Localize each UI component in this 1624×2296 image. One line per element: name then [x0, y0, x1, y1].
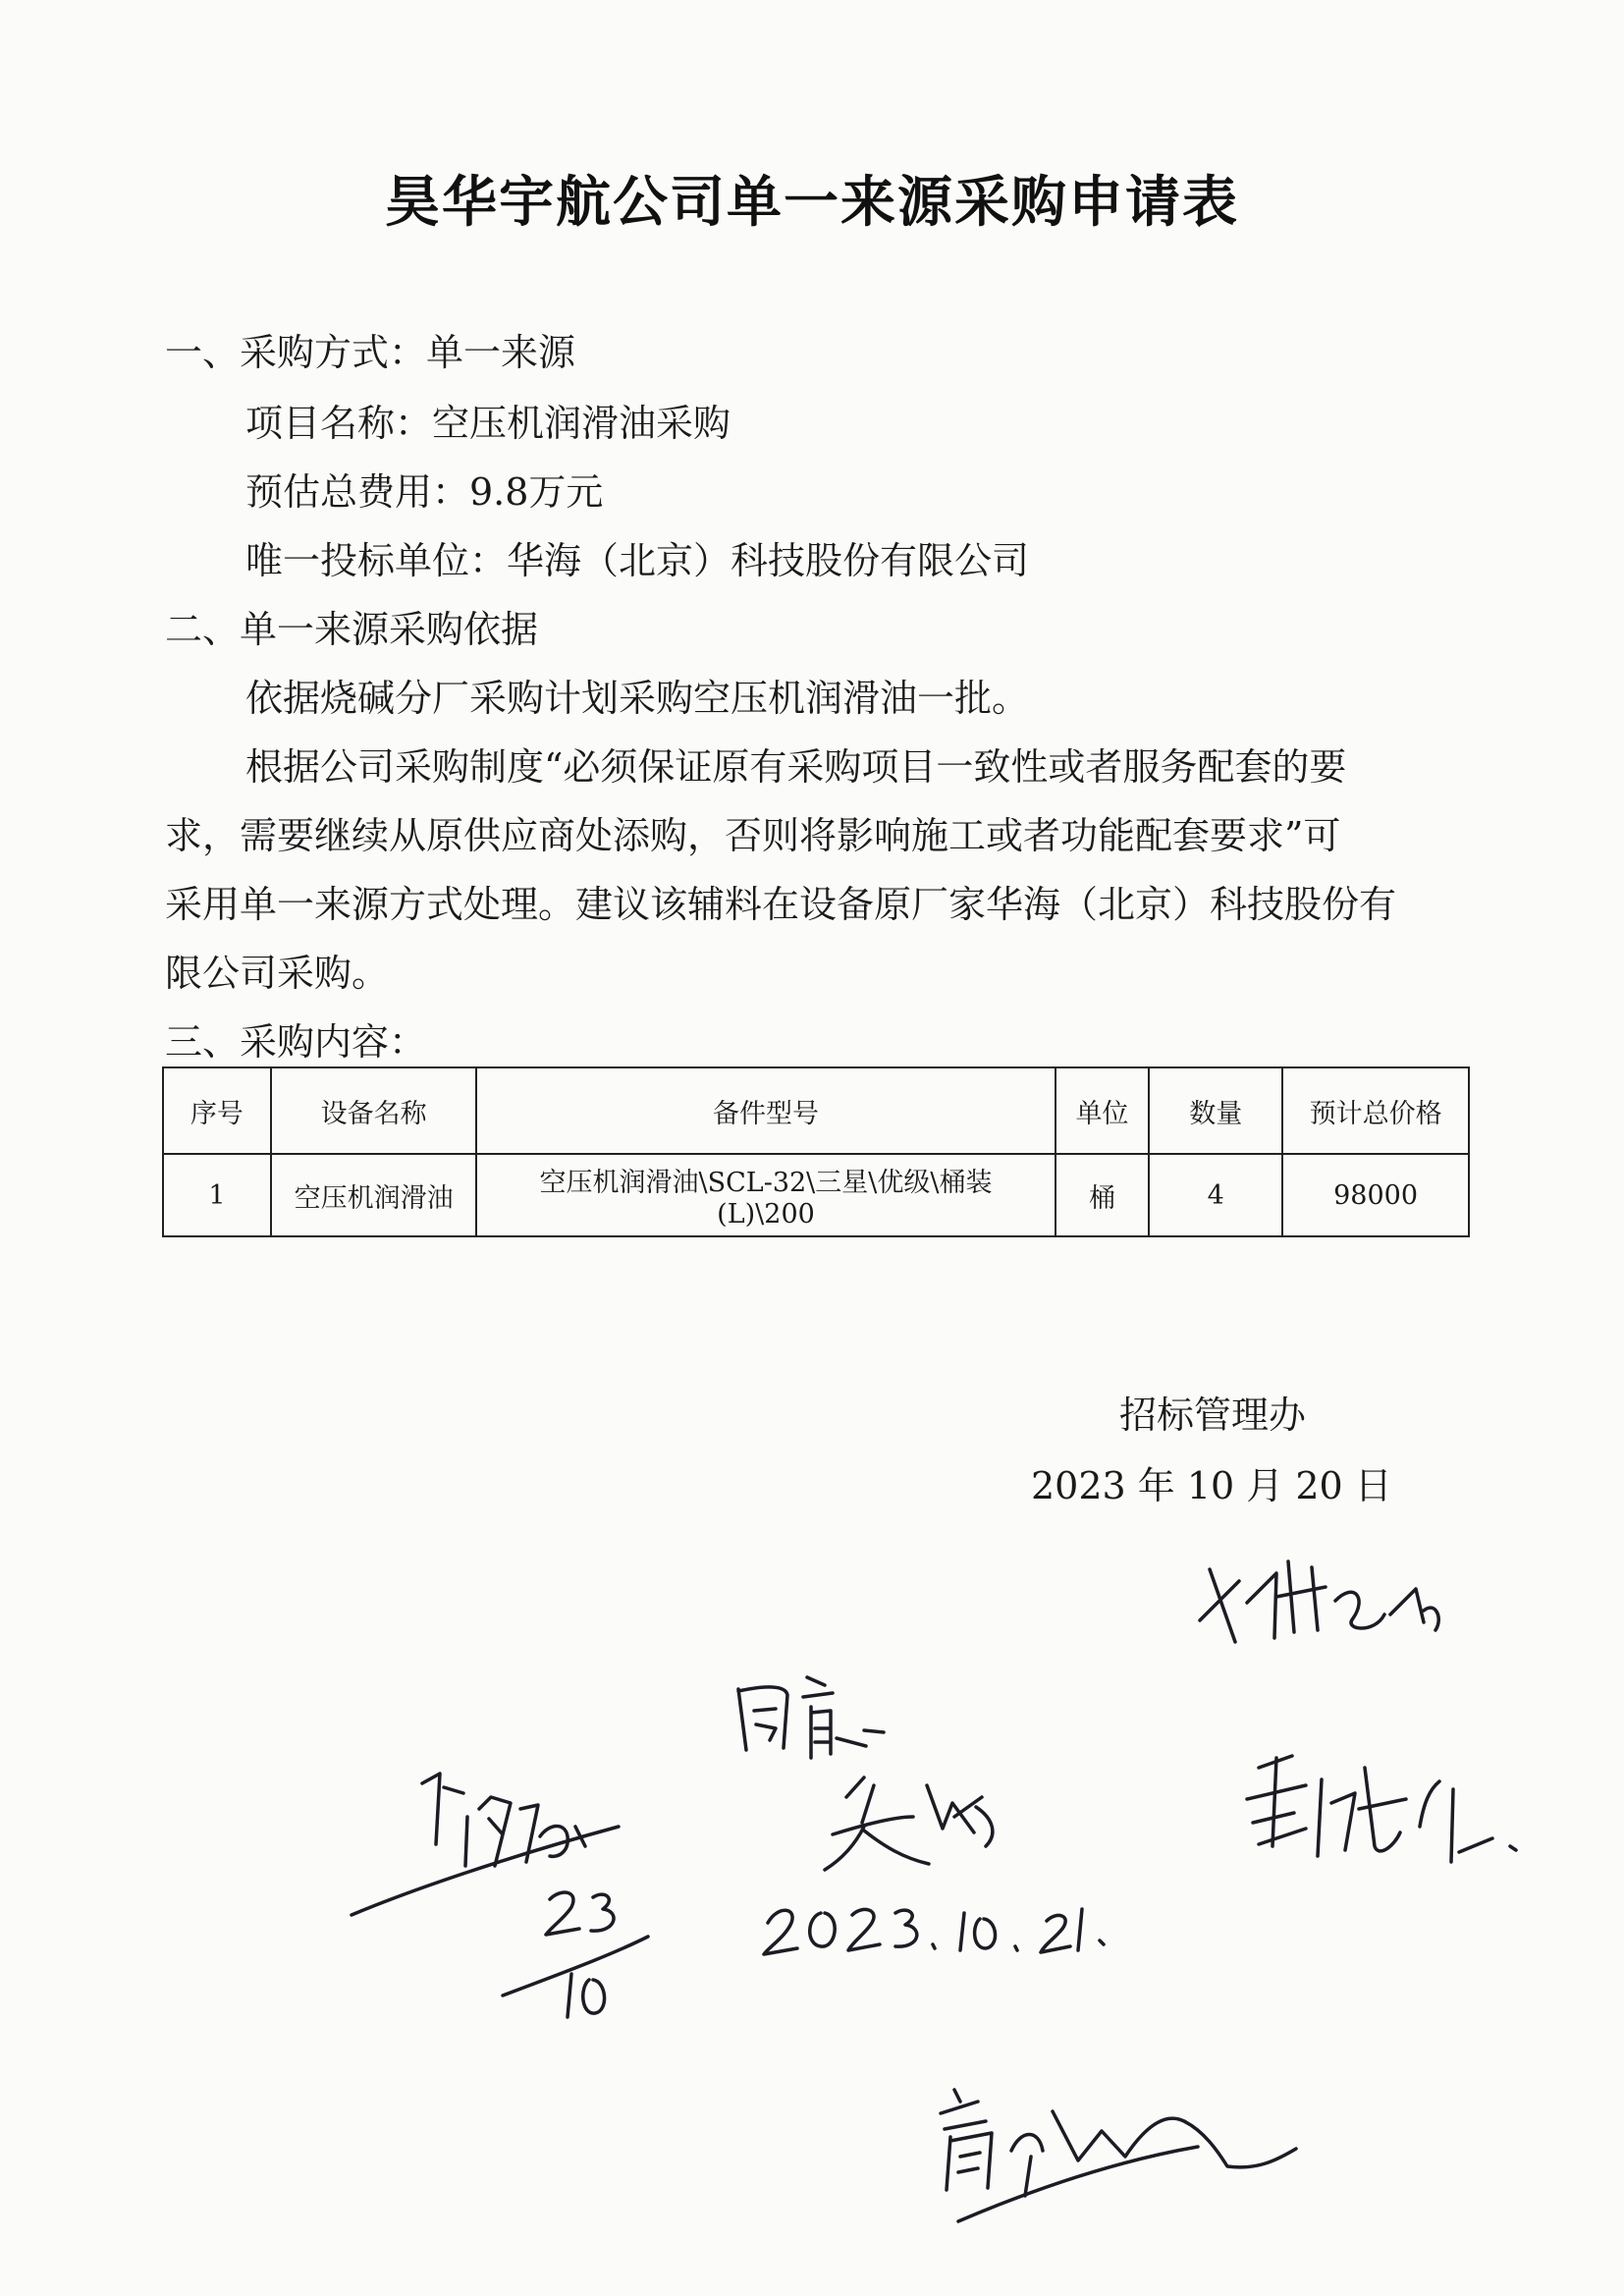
basis-paragraph-2-line-4: 限公司采购。 — [165, 952, 390, 995]
header-name: 设备名称 — [271, 1067, 477, 1154]
cell-price: 98000 — [1282, 1154, 1469, 1236]
header-no: 序号 — [163, 1067, 271, 1154]
approval-handwriting — [738, 1677, 884, 1758]
cell-unit: 桶 — [1056, 1154, 1150, 1236]
basis-paragraph-2-line-1: 根据公司采购制度“必须保证原有采购项目一致性或者服务配套的要 — [245, 745, 1347, 789]
section1-heading: 一、采购方式：单一来源 — [165, 331, 576, 374]
signature-right — [1247, 1756, 1516, 1862]
header-model: 备件型号 — [476, 1067, 1055, 1154]
issue-date: 2023 年 10 月 20 日 — [1031, 1464, 1392, 1507]
header-qty: 数量 — [1149, 1067, 1282, 1154]
project-name: 项目名称：空压机润滑油采购 — [245, 402, 731, 445]
basis-paragraph-1: 依据烧碱分厂采购计划采购空压机润滑油一批。 — [245, 677, 1030, 720]
estimated-cost: 预估总费用：9.8万元 — [245, 470, 604, 514]
approval-date-handwriting — [764, 1909, 1104, 1954]
signature-bottom — [941, 2090, 1296, 2221]
signature-top-right — [1200, 1561, 1438, 1642]
issuing-office: 招标管理办 — [1119, 1394, 1307, 1437]
basis-paragraph-2-line-3: 采用单一来源方式处理。建议该辅料在设备原厂家华海（北京）科技股份有 — [165, 883, 1397, 926]
sole-bidder: 唯一投标单位：华海（北京）科技股份有限公司 — [245, 539, 1030, 582]
section3-heading: 三、采购内容： — [165, 1020, 427, 1064]
cell-name: 空压机润滑油 — [271, 1154, 477, 1236]
cell-model-line-1: 空压机润滑油\SCL-32\三星\优级\桶装 — [539, 1168, 993, 1198]
signature-left — [352, 1774, 648, 2017]
document-title: 昊华宇航公司单一来源采购申请表 — [385, 171, 1239, 235]
section2-heading: 二、单一来源采购依据 — [165, 608, 539, 651]
cell-qty: 4 — [1149, 1154, 1282, 1236]
header-price: 预计总价格 — [1282, 1067, 1469, 1154]
signature-center — [825, 1777, 993, 1870]
basis-paragraph-2-line-2: 求，需要继续从原供应商处添购，否则将影响施工或者功能配套要求”可 — [165, 814, 1341, 857]
cell-no: 1 — [163, 1154, 271, 1236]
cell-model-line-2: (L)\200 — [717, 1199, 815, 1230]
header-unit: 单位 — [1056, 1067, 1150, 1154]
